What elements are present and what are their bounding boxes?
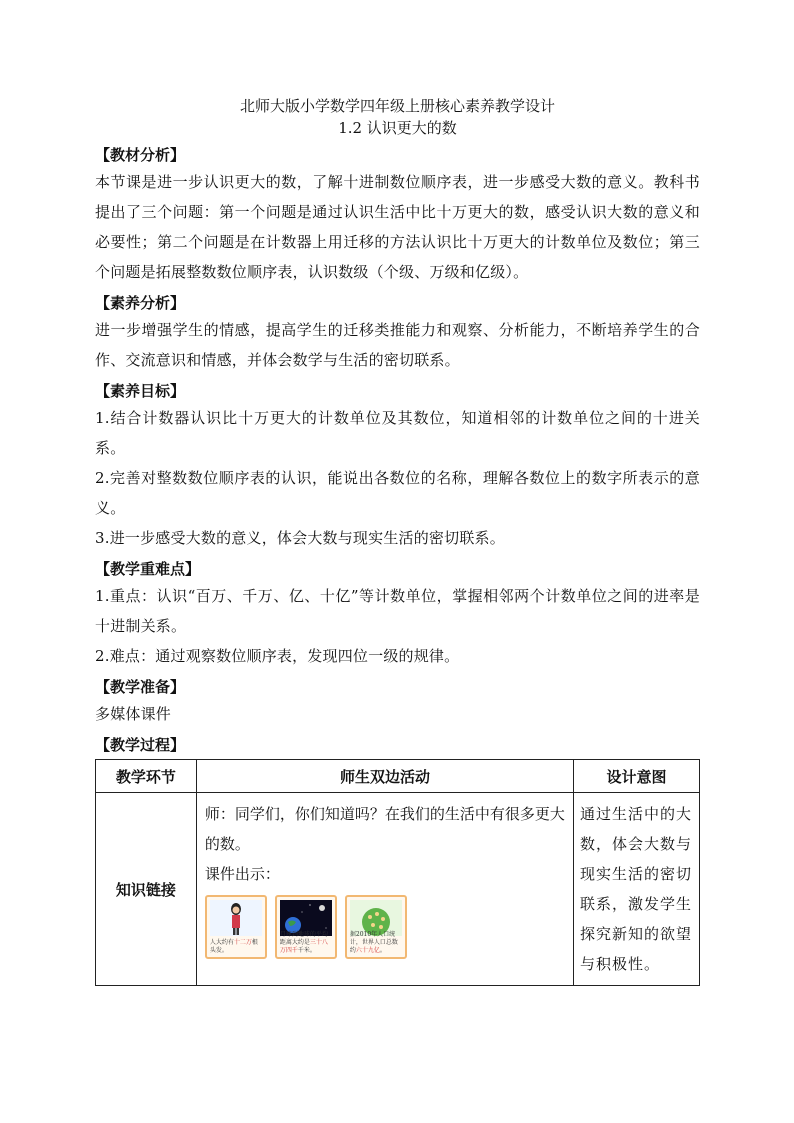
row-activity-cell (196, 793, 573, 986)
table-header-intent: 设计意图 (574, 760, 700, 793)
table-header-activity: 师生双边活动 (196, 760, 573, 793)
row-intent-cell: 通过生活中的大数，体会大数与现实生活的密切联系，激发学生探究新知的欲望与积极性。 (574, 793, 700, 986)
table-header-section: 教学环节 (96, 760, 197, 793)
card-caption: 据2010年人口统计，世界人口总数约六十九亿。 (349, 931, 398, 954)
heading-goals: 【素养目标】 (95, 382, 186, 400)
activity-text-1: 师：同学们，你们知道吗？在我们的生活中有很多更大的数。 (204, 805, 565, 853)
para-literacy: 进一步增强学生的情感，提高学生的迁移类推能力和观察、分析能力，不断培养学生的合作、交流意识和情感，并体会数学与生活的密切联系。 (95, 321, 700, 369)
slide-cards (205, 895, 565, 959)
card-caption: 人大约有十二万根头发。 (209, 939, 258, 954)
heading-keypoints: 【教学重难点】 (95, 560, 201, 578)
activity-text-2: 课件出示： (204, 865, 280, 883)
slide-card-moon (275, 895, 337, 959)
para-material: 本节课是进一步认识更大的数，了解十进制数位顺序表，进一步感受大数的意义。教科书提出了三个问题：第一个问题是通过认识生活中比十万更大的数，感受认识大数的意义和必要性；第二个问题是在计数器上用迁移的方法认识比十万更大的计数单位及数位；第三个问题是拓展整数数位顺序表，认识数级（个级、万级和亿级）。 (95, 173, 700, 281)
table-row (96, 793, 700, 986)
goal-item-2: 2.完善对整数数位顺序表的认识，能说出各数位的名称，理解各数位上的数字所表示的意义。 (95, 469, 700, 517)
heading-literacy: 【素养分析】 (95, 294, 186, 312)
heading-process: 【教学过程】 (95, 736, 186, 754)
lesson-title: 1.2 认识更大的数 (338, 119, 457, 137)
table-header-row (96, 760, 700, 793)
goal-item-1: 1.结合计数器认识比十万更大的计数单位及其数位，知道相邻的计数单位之间的十进关系。 (95, 409, 700, 457)
document-title: 北师大版小学数学四年级上册核心素养教学设计 (239, 97, 555, 115)
keypoint-item-1: 1.重点：认识“百万、千万、亿、十亿”等计数单位，掌握相邻两个计数单位之间的进率是十进制关系。 (95, 587, 700, 635)
document-page (95, 95, 700, 986)
person-image (210, 900, 262, 936)
goal-item-3: 3.进一步感受大数的意义，体会大数与现实生活的密切联系。 (95, 529, 505, 547)
slide-card-hair (205, 895, 267, 959)
card-caption: 月球到地球的平均距离大约是三十八万四千千米。 (279, 931, 328, 954)
heading-prep: 【教学准备】 (95, 678, 186, 696)
para-prep: 多媒体课件 (95, 705, 172, 723)
heading-material: 【教材分析】 (95, 146, 186, 164)
slide-card-population (345, 895, 407, 959)
keypoint-item-2: 2.难点：通过观察数位顺序表，发现四位一级的规律。 (95, 647, 460, 665)
process-table (95, 759, 700, 986)
row-section-label: 知识链接 (96, 793, 197, 986)
